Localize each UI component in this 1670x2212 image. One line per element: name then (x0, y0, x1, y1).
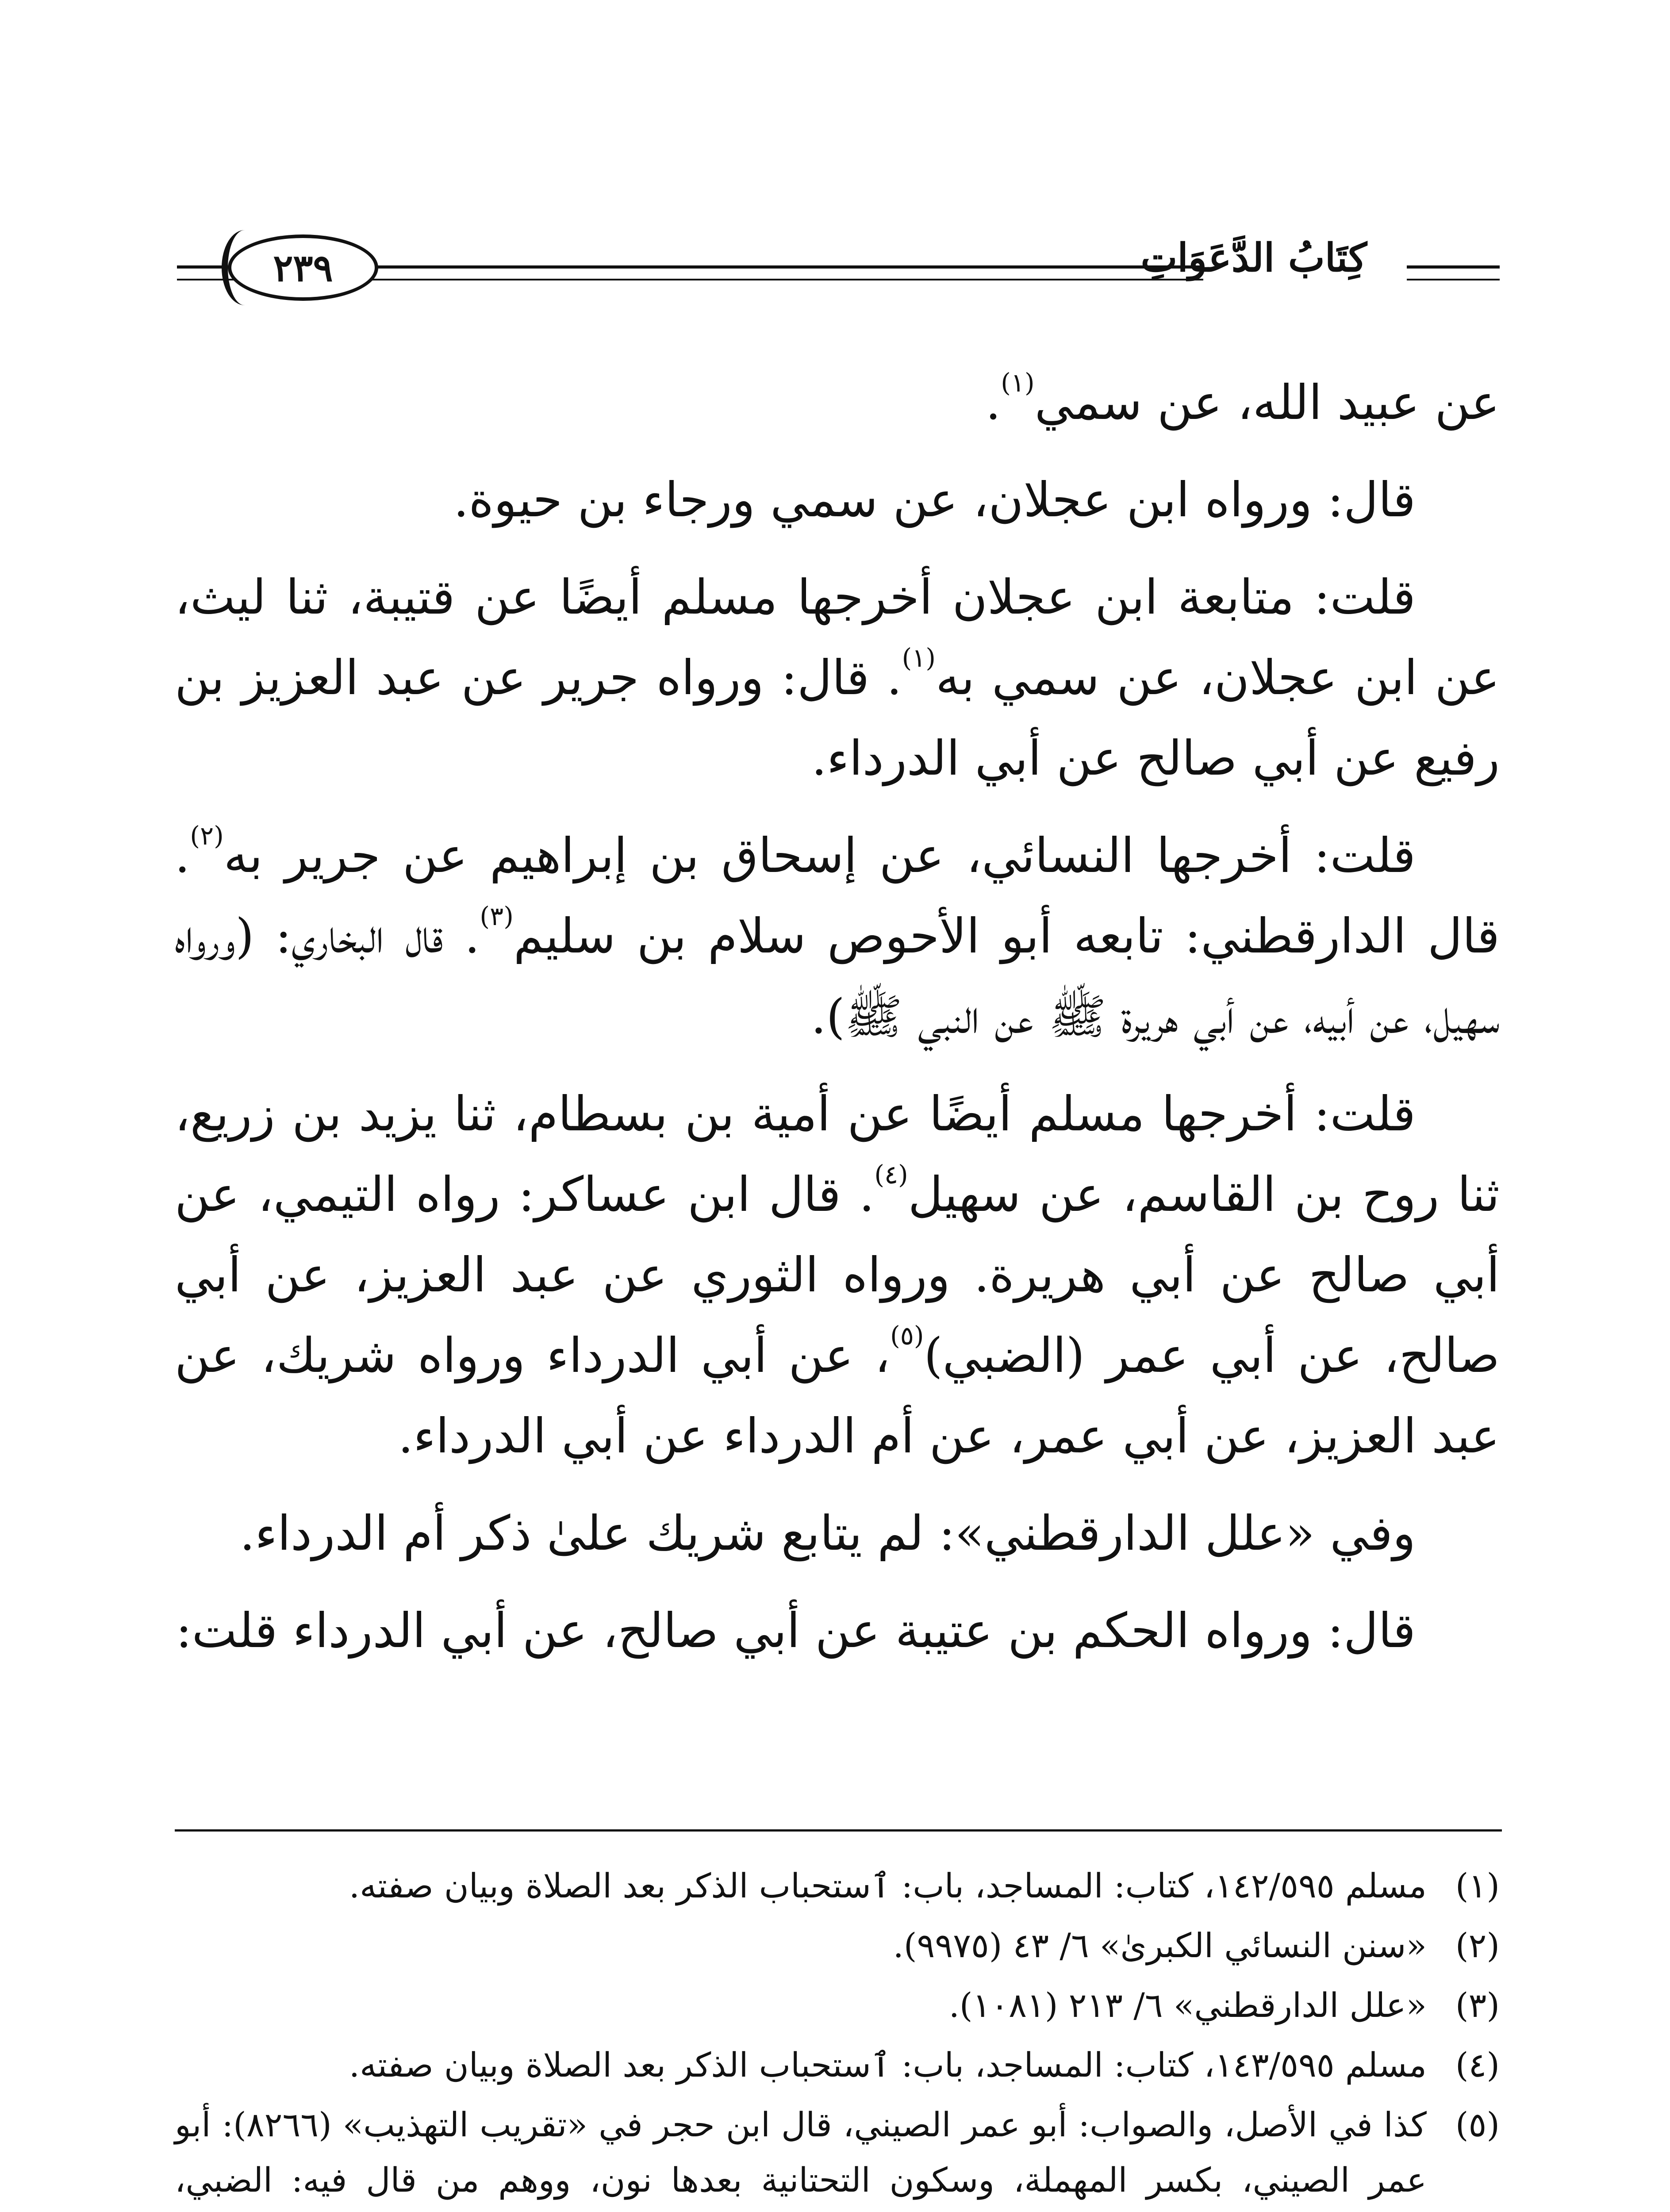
footnote-text: «علل الدارقطني» ٦/ ٢١٣ (١٠٨١). (948, 1985, 1427, 2025)
footnote-ref: (٣) (480, 901, 514, 931)
footnote-number: (١) (1455, 1866, 1500, 1905)
footnote-text: مسلم ١٤٢/٥٩٥، كتاب: المساجد، باب: ٱستحباب الذكر بعد الصلاة وبيان صفته. (349, 1866, 1427, 1905)
paragraph-3 (175, 557, 1500, 799)
text-run: . قال البخاري: (ورواه سهيل، عن أبيه، عن أبي هريرة ﷺ عن النبي ﷺ). (175, 909, 1500, 1045)
footnote-ref: (١) (902, 643, 936, 673)
paragraph-4 (175, 816, 1500, 1057)
footnote-5 (175, 2097, 1500, 2212)
text-run: قلت: متابعة ابن عجلان أخرجها مسلم أيضًا عن قتيبة، ثنا ليث، عن ابن عجلان، عن سمي به (175, 570, 1500, 706)
header-rule-middle-thin (372, 279, 1203, 280)
footnote-number: (٢) (1455, 1926, 1500, 1965)
paragraph-1 (175, 363, 1500, 443)
footnote-text: كذا في الأصل، والصواب: أبو عمر الصيني، قال ابن حجر في «تقريب التهذيب» (٨٢٦٦): أبو عمر الصيني، بكسر المهملة، وسكون التحتانية بعدها نون، ووهم من قال فيه: الضبي، (175, 2105, 1427, 2200)
book-title: كِتَابُ الدَّعَوَاتِ (1140, 234, 1367, 280)
footnote-4 (175, 2037, 1500, 2093)
footnote-text: مسلم ١٤٣/٥٩٥، كتاب: المساجد، باب: ٱستحباب الذكر بعد الصلاة وبيان صفته. (349, 2045, 1427, 2085)
footnote-2 (175, 1918, 1500, 1973)
footnote-1 (175, 1858, 1500, 1913)
footnote-number: (٣) (1455, 1985, 1500, 2025)
header-rule-middle (372, 265, 1203, 269)
footnote-separator (175, 1829, 1502, 1832)
header-rule-right (1407, 265, 1500, 269)
main-text (175, 363, 1500, 1671)
paragraph-7: قال: ورواه الحكم بن عتيبة عن أبي صالح، عن أبي الدرداء قلت: (176, 1603, 1416, 1659)
text-run: عن عبيد الله، عن سمي (1034, 375, 1500, 430)
footnote-ref: (١) (1001, 368, 1035, 398)
footnotes (175, 1854, 1500, 2212)
footnote-ref: (٤) (874, 1160, 908, 1190)
footnote-number: (٤) (1455, 2045, 1500, 2085)
paragraph-5 (175, 1074, 1500, 1477)
text-run: قلت: أخرجها مسلم أيضًا عن أمية بن بسطام، ثنا يزيد بن زريع، ثنا روح بن القاسم، عن سهيل (175, 1087, 1500, 1222)
text-run: ، عن أبي الدرداء ورواه شريك، عن عبد العزيز، عن أبي عمر، عن أم الدرداء عن أبي الدرداء. (175, 1328, 1500, 1464)
text-run: . قال الدارقطني: تابعه أبو الأحوص سلام بن سليم (175, 828, 1500, 964)
text-run: قلت: أخرجها النسائي، عن إسحاق بن إبراهيم عن جرير به (223, 828, 1416, 883)
footnote-ref: (٥) (890, 1321, 924, 1351)
footnote-number: (٥) (1455, 2105, 1500, 2144)
paragraph-2: قال: ورواه ابن عجلان، عن سمي ورجاء بن حيوة. (453, 472, 1416, 528)
text-run: . قال: ورواه جرير عن عبد العزيز بن رفيع عن أبي صالح عن أبي الدرداء. (175, 650, 1500, 786)
page-number: ٢٣٩ (228, 234, 378, 301)
text-run: . (985, 375, 1001, 430)
footnote-3 (175, 1978, 1500, 2033)
text-run: . قال ابن عساكر: رواه التيمي، عن أبي صالح عن أبي هريرة. ورواه الثوري عن عبد العزيز، عن أبي صالح، عن أبي عمر (الضبي) (175, 1167, 1500, 1383)
footnote-text: «سنن النسائي الكبرىٰ» ٦/ ٤٣ (٩٩٧٥). (893, 1926, 1427, 1965)
header-rule-right-thin (1407, 279, 1500, 280)
page-header (177, 234, 1500, 301)
footnote-ref: (٢) (190, 821, 224, 851)
paragraph-6: وفي «علل الدارقطني»: لم يتابع شريك علىٰ ذكر أم الدرداء. (239, 1506, 1416, 1561)
